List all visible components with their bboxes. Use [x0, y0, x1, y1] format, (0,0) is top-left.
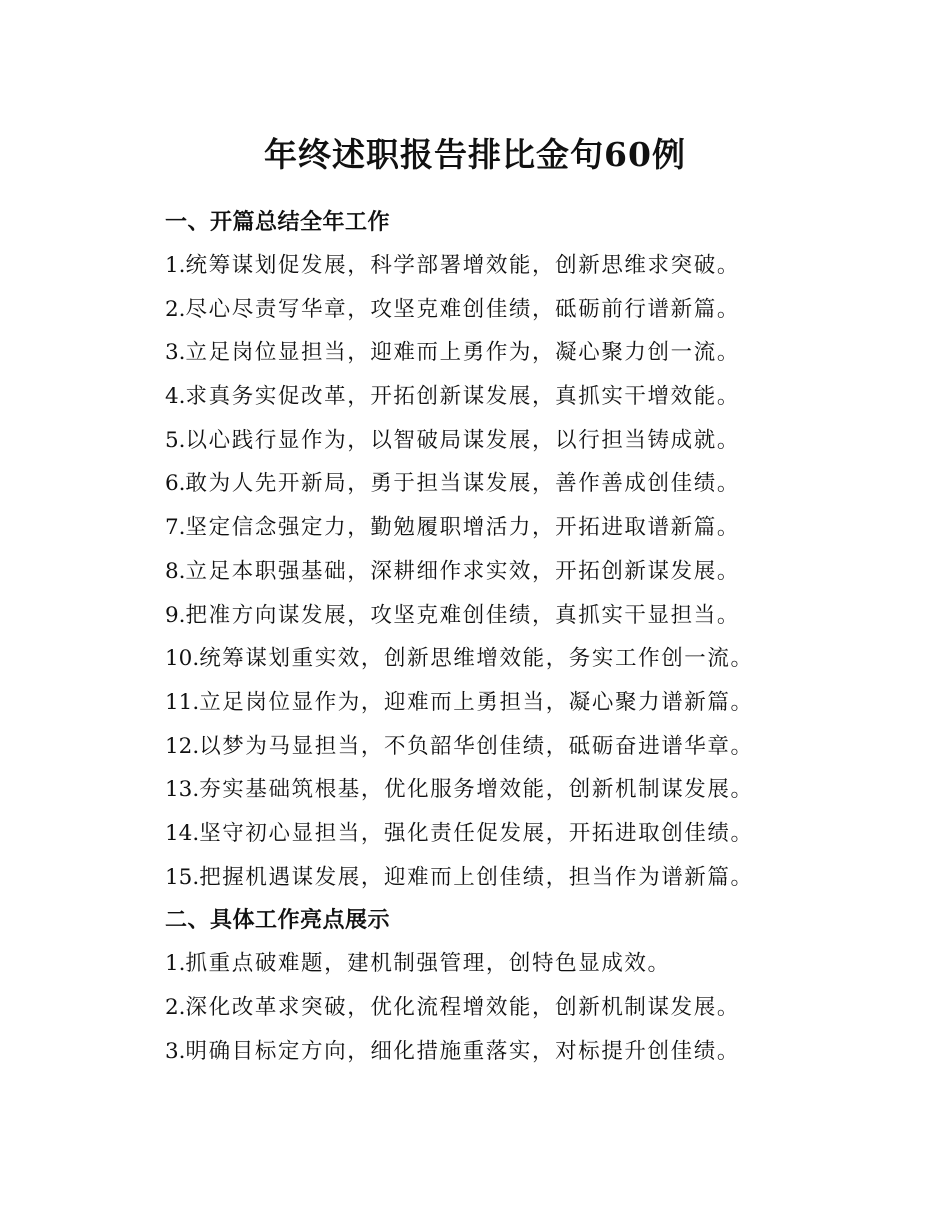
item-text: 夯实基础筑根基，优化服务增效能，创新机制谋发展。 [199, 777, 754, 803]
list-item [165, 550, 805, 594]
list-item [165, 594, 805, 638]
item-text: 立足本职强基础，深耕细作求实效，开拓创新谋发展。 [185, 558, 740, 584]
item-number: 6. [165, 471, 186, 497]
item-text: 以梦为马显担当，不负韶华创佳绩，砥砺奋进谱华章。 [199, 733, 754, 759]
list-item [165, 244, 805, 288]
list-item [165, 288, 805, 332]
item-text: 抓重点破难题，建机制强管理，创特色显成效。 [185, 951, 671, 977]
section-heading: 二、具体工作亮点展示 [165, 908, 391, 934]
item-text: 统筹谋划重实效，创新思维增效能，务实工作创一流。 [199, 646, 754, 672]
list-item [165, 331, 805, 375]
list-item [165, 768, 805, 812]
item-number: 2. [165, 995, 186, 1020]
item-number: 2. [165, 296, 186, 322]
item-number: 1. [165, 951, 186, 977]
list-item [165, 462, 805, 506]
item-number: 1. [165, 253, 186, 278]
item-number: 12. [165, 733, 200, 759]
item-number: 5. [165, 427, 186, 453]
item-text: 坚定信念强定力，勤勉履职增活力，开拓进取谱新篇。 [185, 515, 740, 541]
item-number: 4. [165, 384, 186, 410]
item-text: 坚守初心显担当，强化责任促发展，开拓进取创佳绩。 [199, 820, 754, 846]
list-item [165, 942, 805, 986]
list-item [165, 637, 805, 681]
section-heading: 一、开篇总结全年工作 [165, 210, 391, 235]
item-text: 深化改革求突破，优化流程增效能，创新机制谋发展。 [185, 995, 740, 1020]
document-title: 年终述职报告排比金句60例 [264, 135, 686, 174]
item-number: 11. [165, 689, 200, 715]
item-text: 明确目标定方向，细化措施重落实，对标提升创佳绩。 [185, 1038, 740, 1064]
item-number: 15. [165, 864, 200, 890]
document-body [165, 201, 805, 1073]
section-opening-summary [165, 201, 805, 899]
item-text: 立足岗位显担当，迎难而上勇作为，凝心聚力创一流。 [185, 340, 740, 366]
list-item [165, 506, 805, 550]
item-number: 8. [165, 558, 186, 584]
list-item [165, 812, 805, 856]
list-item [165, 419, 805, 463]
item-number: 3. [165, 340, 186, 366]
item-text: 尽心尽责写华章，攻坚克难创佳绩，砥砺前行谱新篇。 [185, 296, 740, 322]
item-text: 统筹谋划促发展，科学部署增效能，创新思维求突破。 [185, 253, 740, 278]
list-item [165, 986, 805, 1030]
list-item [165, 1030, 805, 1074]
item-text: 把准方向谋发展，攻坚克难创佳绩，真抓实干显担当。 [185, 602, 740, 628]
item-number: 9. [165, 602, 186, 628]
list-item [165, 856, 805, 900]
list-item [165, 681, 805, 725]
item-number: 3. [165, 1038, 186, 1064]
item-text: 立足岗位显作为，迎难而上勇担当，凝心聚力谱新篇。 [199, 689, 754, 715]
list-item [165, 375, 805, 419]
item-text: 求真务实促改革，开拓创新谋发展，真抓实干增效能。 [185, 384, 740, 410]
item-number: 14. [165, 820, 200, 846]
item-text: 以心践行显作为，以智破局谋发展，以行担当铸成就。 [185, 427, 740, 453]
item-number: 13. [165, 777, 200, 803]
item-text: 敢为人先开新局，勇于担当谋发展，善作善成创佳绩。 [185, 471, 740, 497]
item-number: 7. [165, 515, 186, 541]
list-item [165, 725, 805, 769]
item-text: 把握机遇谋发展，迎难而上创佳绩，担当作为谱新篇。 [199, 864, 754, 890]
item-number: 10. [165, 646, 200, 672]
section-work-highlights [165, 899, 805, 1073]
